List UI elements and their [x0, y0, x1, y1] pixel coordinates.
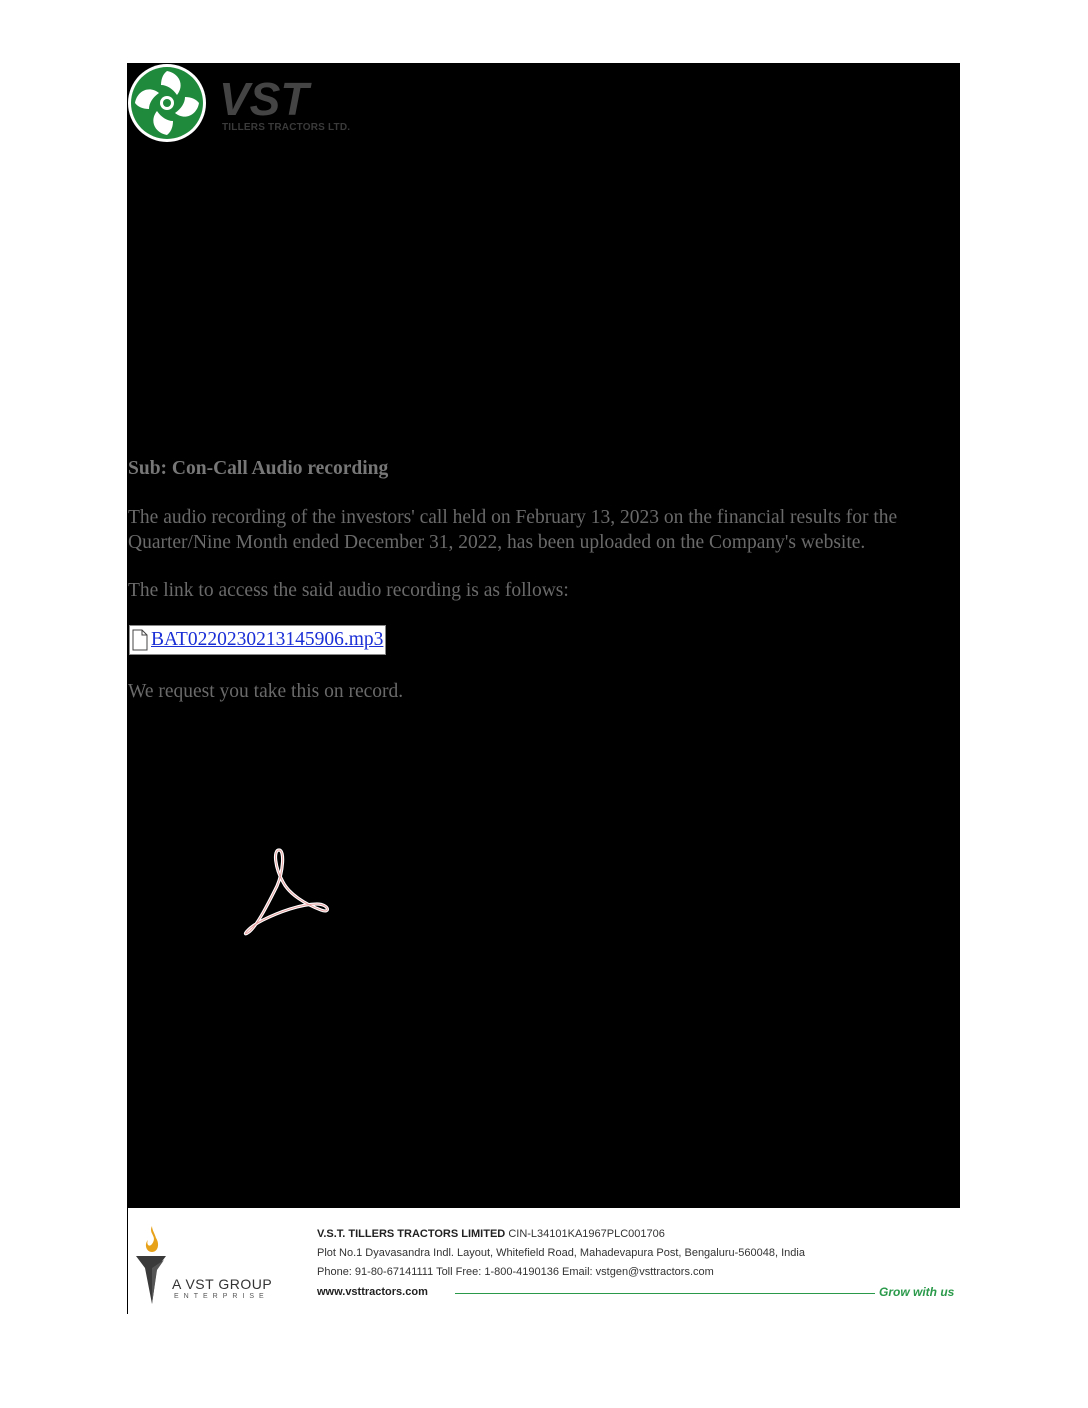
- logo-subtitle: TILLERS TRACTORS LTD.: [222, 122, 351, 133]
- svg-text:VST: VST: [219, 73, 309, 125]
- company-name: V.S.T. TILLERS TRACTORS LIMITED: [317, 1228, 506, 1240]
- letter-subject: Sub: Con-Call Audio recording: [128, 458, 389, 479]
- paragraph-recording-line1: The audio recording of the investors' call held on February 13, 2023 on the financial results for the: [128, 507, 898, 528]
- audio-recording-link[interactable]: BAT0220230213145906.mp3: [151, 629, 384, 650]
- audio-attachment[interactable]: [129, 625, 386, 655]
- company-website[interactable]: www.vsttractors.com: [317, 1286, 428, 1298]
- vst-logo: [127, 63, 357, 143]
- file-icon: [131, 629, 149, 651]
- acrobat-icon: [239, 846, 334, 941]
- paragraph-closing: We request you take this on record.: [128, 681, 404, 702]
- group-sub: ENTERPRISE: [174, 1293, 269, 1300]
- paragraph-recording: [128, 505, 897, 555]
- letter-page: [127, 63, 960, 1208]
- group-name: A VST GROUP: [172, 1276, 273, 1292]
- letterhead-footer: [127, 1208, 961, 1314]
- vst-group-logo: [130, 1224, 290, 1310]
- company-address: Plot No.1 Dyavasandra Indl. Layout, Whitefield Road, Mahadevapura Post, Bengaluru-560048, India: [317, 1247, 805, 1259]
- paragraph-recording-line2: Quarter/Nine Month ended December 31, 2022, has been uploaded on the Company's website.: [128, 532, 866, 553]
- company-contact: Phone: 91-80-67141111 Toll Free: 1-800-4190136 Email: vstgen@vsttractors.com: [317, 1266, 714, 1278]
- footer-divider: [455, 1293, 875, 1294]
- flame-pillar-icon: [130, 1224, 170, 1310]
- footer-tagline: Grow with us: [879, 1285, 955, 1299]
- company-cin: CIN-L34101KA1967PLC001706: [508, 1228, 665, 1240]
- paragraph-link-intro: The link to access the said audio recording is as follows:: [128, 580, 569, 601]
- company-line: [317, 1228, 665, 1240]
